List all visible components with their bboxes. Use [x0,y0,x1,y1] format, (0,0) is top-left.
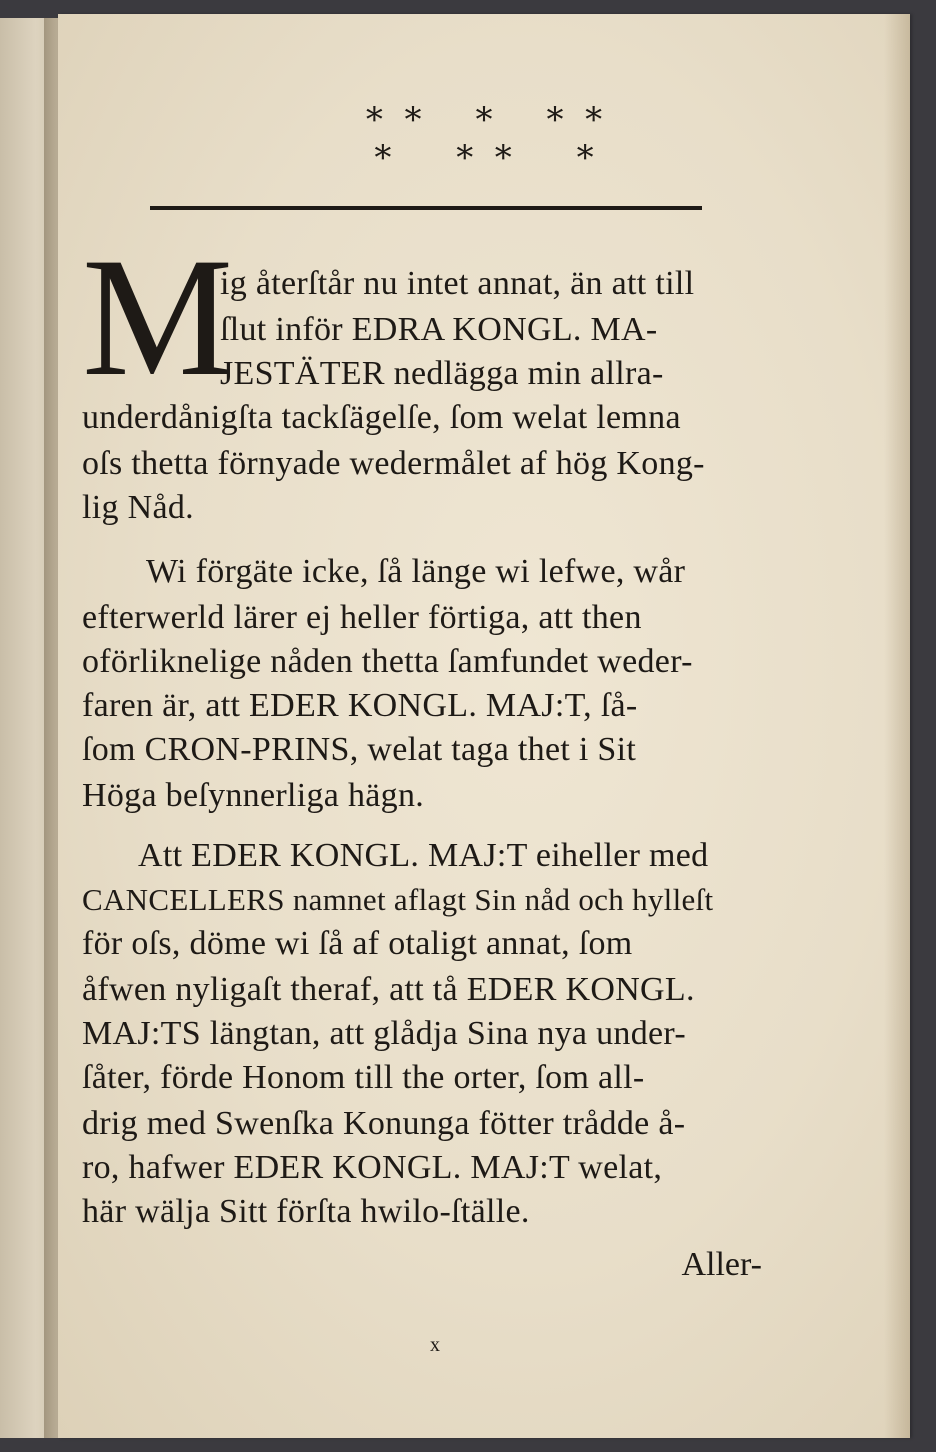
p1-line-4: underdånigſta tackſägelſe, ſom welat lemna [82,399,681,436]
p3-line-6: ſåter, förde Honom till the orter, ſom all- [82,1059,645,1096]
p2-line-5: ſom CRON-PRINS, welat taga thet i Sit [82,731,637,768]
p2-line-4: faren är, att EDER KONGL. MAJ:T, ſå- [82,687,638,724]
p1-line-6: lig Nåd. [82,489,194,526]
ornament-row-1: * * * * * [365,100,603,140]
p1-line-2: ſlut inför EDRA KONGL. MA- [220,311,658,348]
p3-line-5: MAJ:TS längtan, att glådja Sina nya under- [82,1015,686,1052]
p1-line-1: ig återſtår nu intet annat, än att till [220,265,695,302]
p1-line-3: JESTÄTER nedlägga min allra- [220,355,664,392]
signature-mark: x [430,1334,440,1356]
ornament-row-2: * * * * [374,138,594,178]
p3-line-3: för oſs, döme wi ſå af otaligt annat, ſom [82,925,633,962]
p2-line-3: oförliknelige nåden thetta ſamfundet weder- [82,643,693,680]
horizontal-rule [150,206,702,210]
p3-line-9: här wälja Sitt förſta hwilo-ſtälle. [82,1193,530,1230]
p3-line-8: ro, hafwer EDER KONGL. MAJ:T welat, [82,1149,663,1186]
p2-line-6: Höga beſynnerliga hägn. [82,777,425,814]
page-edge-shadow [884,14,910,1438]
p2-line-2: efterwerld lärer ej heller förtiga, att then [82,599,642,636]
book-page [58,14,910,1438]
p3-line-7: drig med Swenſka Konunga fötter trådde å- [82,1105,686,1142]
p3-line-4: åfwen nyligaſt theraf, att tå EDER KONGL. [82,971,695,1008]
catchword: Aller- [681,1246,762,1283]
drop-cap: M [82,223,234,411]
p2-line-1: Wi förgäte icke, ſå länge wi lefwe, wår [146,553,686,590]
p3-line-1: Att EDER KONGL. MAJ:T eiheller med [138,837,709,874]
p1-line-5: oſs thetta förnyade wedermålet af hög Kong- [82,445,705,482]
p3-line-2: CANCELLERS namnet aflagt Sin nåd och hylleſt [82,882,714,917]
